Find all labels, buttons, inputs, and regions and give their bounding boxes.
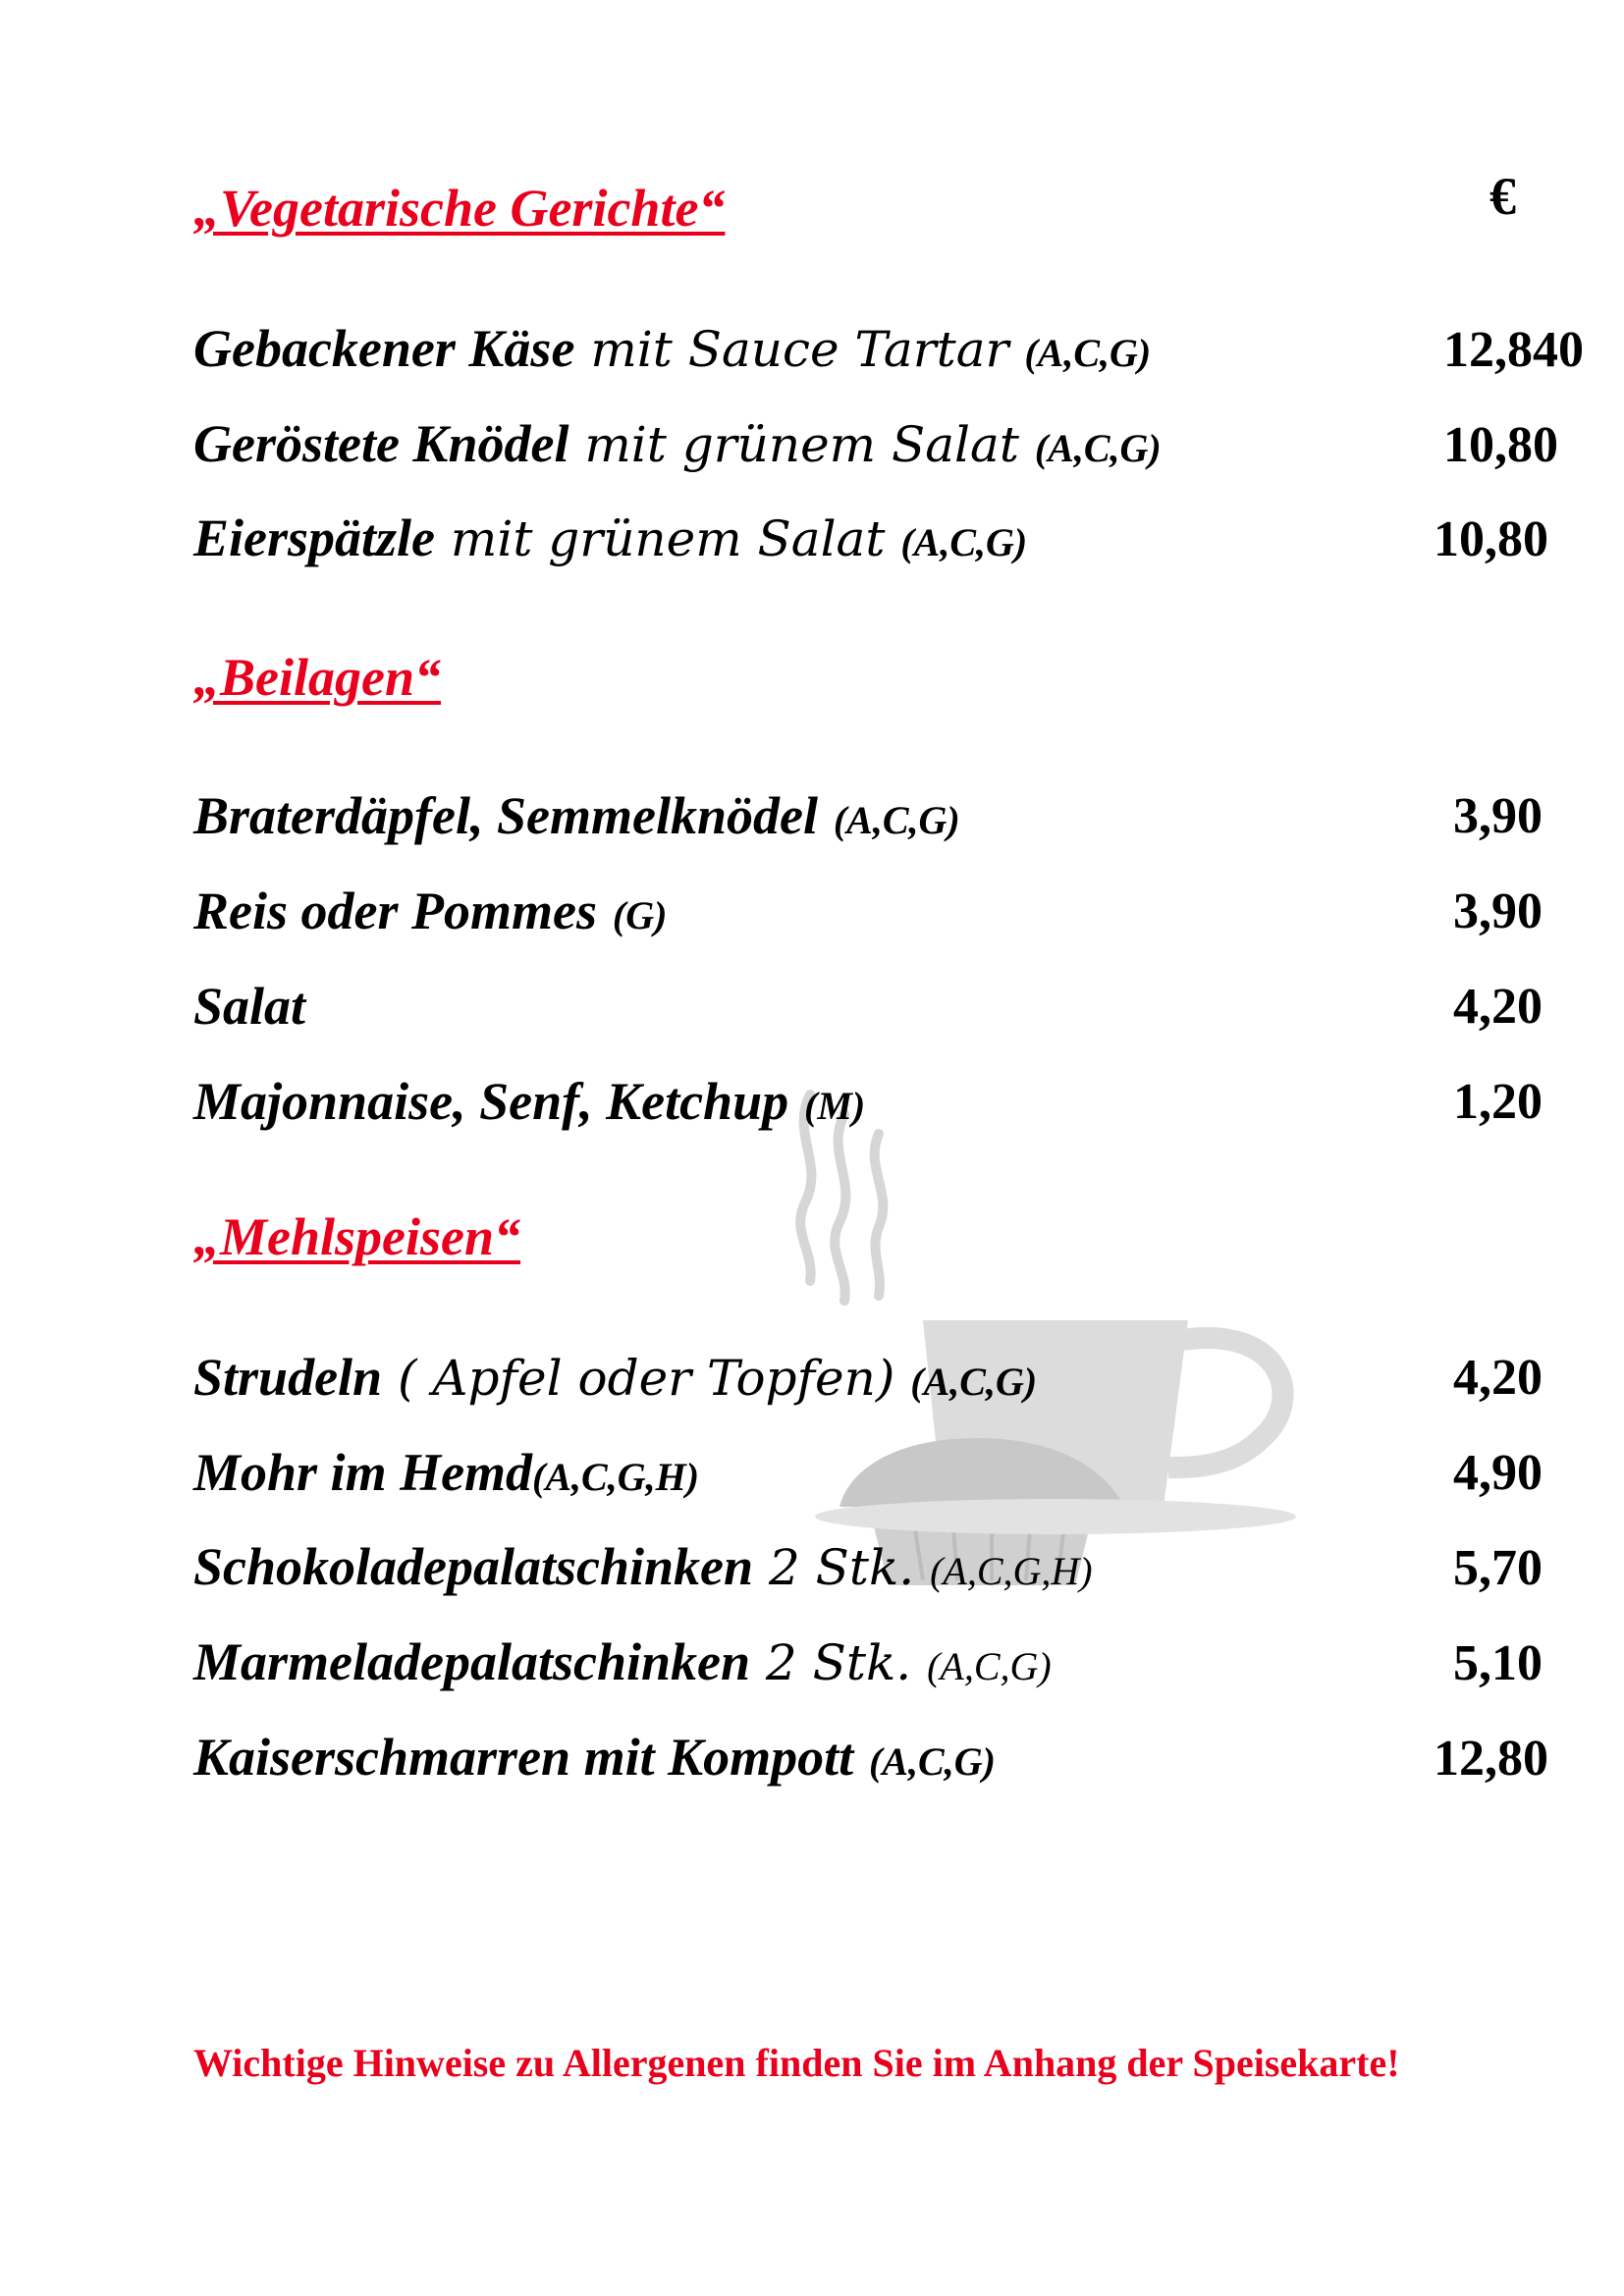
item-description: ( Apfel oder Topfen) (382, 1350, 911, 1407)
section-heading-vegetarian: „Vegetarische Gerichte“ (193, 179, 726, 238)
menu-item (193, 414, 1162, 473)
item-name: Geröstete Knödel (193, 414, 569, 473)
menu-item (193, 1537, 1093, 1596)
item-name: Gebackener Käse (193, 319, 575, 378)
item-name: Strudeln (193, 1348, 383, 1407)
item-description (818, 788, 834, 845)
item-price: 10,80 (1443, 417, 1558, 473)
item-name: Majonnaise, Senf, Ketchup (193, 1072, 789, 1131)
item-allergens: (A,C,G) (1034, 426, 1162, 470)
item-description: mit Sauce Tartar (574, 321, 1025, 378)
menu-item (193, 508, 1028, 567)
item-description: 2 Stk. (753, 1539, 931, 1596)
item-allergens: (M) (804, 1084, 866, 1128)
currency-symbol: € (1489, 167, 1516, 226)
menu-item (193, 977, 306, 1036)
item-name: Schokoladepalatschinken (193, 1537, 754, 1596)
menu-item (193, 319, 1152, 378)
allergen-note: Wichtige Hinweise zu Allergenen finden Sie im Anhang der Speisekarte! (193, 2041, 1400, 2085)
item-name: Kaiserschmarren mit Kompott (193, 1728, 854, 1787)
item-price: 10,80 (1434, 511, 1548, 567)
item-allergens: (A,C,G,H) (930, 1549, 1093, 1593)
item-allergens: (A,C,G) (900, 520, 1028, 564)
section-heading-sides: „Beilagen“ (193, 648, 441, 707)
item-description (788, 1074, 804, 1131)
item-description: mit grünem Salat (568, 416, 1035, 473)
item-price: 1,20 (1453, 1074, 1543, 1130)
item-allergens: (A,C,G) (927, 1644, 1052, 1688)
menu-item (193, 1348, 1038, 1407)
item-description: 2 Stk. (750, 1634, 928, 1691)
menu-item (193, 1632, 1052, 1691)
menu-item (193, 1443, 700, 1502)
item-price: 4,20 (1453, 979, 1543, 1035)
item-price: 5,70 (1453, 1540, 1543, 1596)
item-price: 12,840 (1443, 322, 1584, 378)
item-name: Braterdäpfel, Semmelknödel (193, 786, 818, 845)
item-allergens: (A,C,G) (833, 798, 960, 842)
item-description: mit grünem Salat (435, 510, 901, 567)
item-name: Marmeladepalatschinken (193, 1632, 751, 1691)
item-name: Mohr im Hemd (193, 1443, 533, 1502)
menu-item (193, 881, 668, 940)
item-price: 3,90 (1453, 883, 1543, 939)
item-price: 4,90 (1453, 1445, 1543, 1501)
item-allergens: (G) (612, 893, 668, 937)
item-price: 12,80 (1434, 1731, 1548, 1787)
item-name: Eierspätzle (193, 508, 436, 567)
coffee-cup-watermark-icon (731, 1075, 1301, 1585)
item-allergens: (A,C,G) (1024, 331, 1152, 375)
item-name: Salat (193, 977, 306, 1036)
menu-item (193, 1728, 996, 1787)
item-name: Reis oder Pommes (193, 881, 597, 940)
item-price: 5,10 (1453, 1635, 1543, 1691)
item-allergens: (A,C,G,H) (532, 1455, 700, 1499)
menu-item (193, 1072, 866, 1131)
item-description (853, 1730, 869, 1787)
item-price: 4,20 (1453, 1350, 1543, 1406)
section-heading-pastries: „Mehlspeisen“ (193, 1207, 521, 1266)
item-allergens: (A,C,G) (869, 1739, 996, 1784)
menu-item (193, 786, 960, 845)
item-description (597, 883, 613, 940)
item-allergens: (A,C,G) (910, 1360, 1038, 1404)
item-price: 3,90 (1453, 788, 1543, 844)
